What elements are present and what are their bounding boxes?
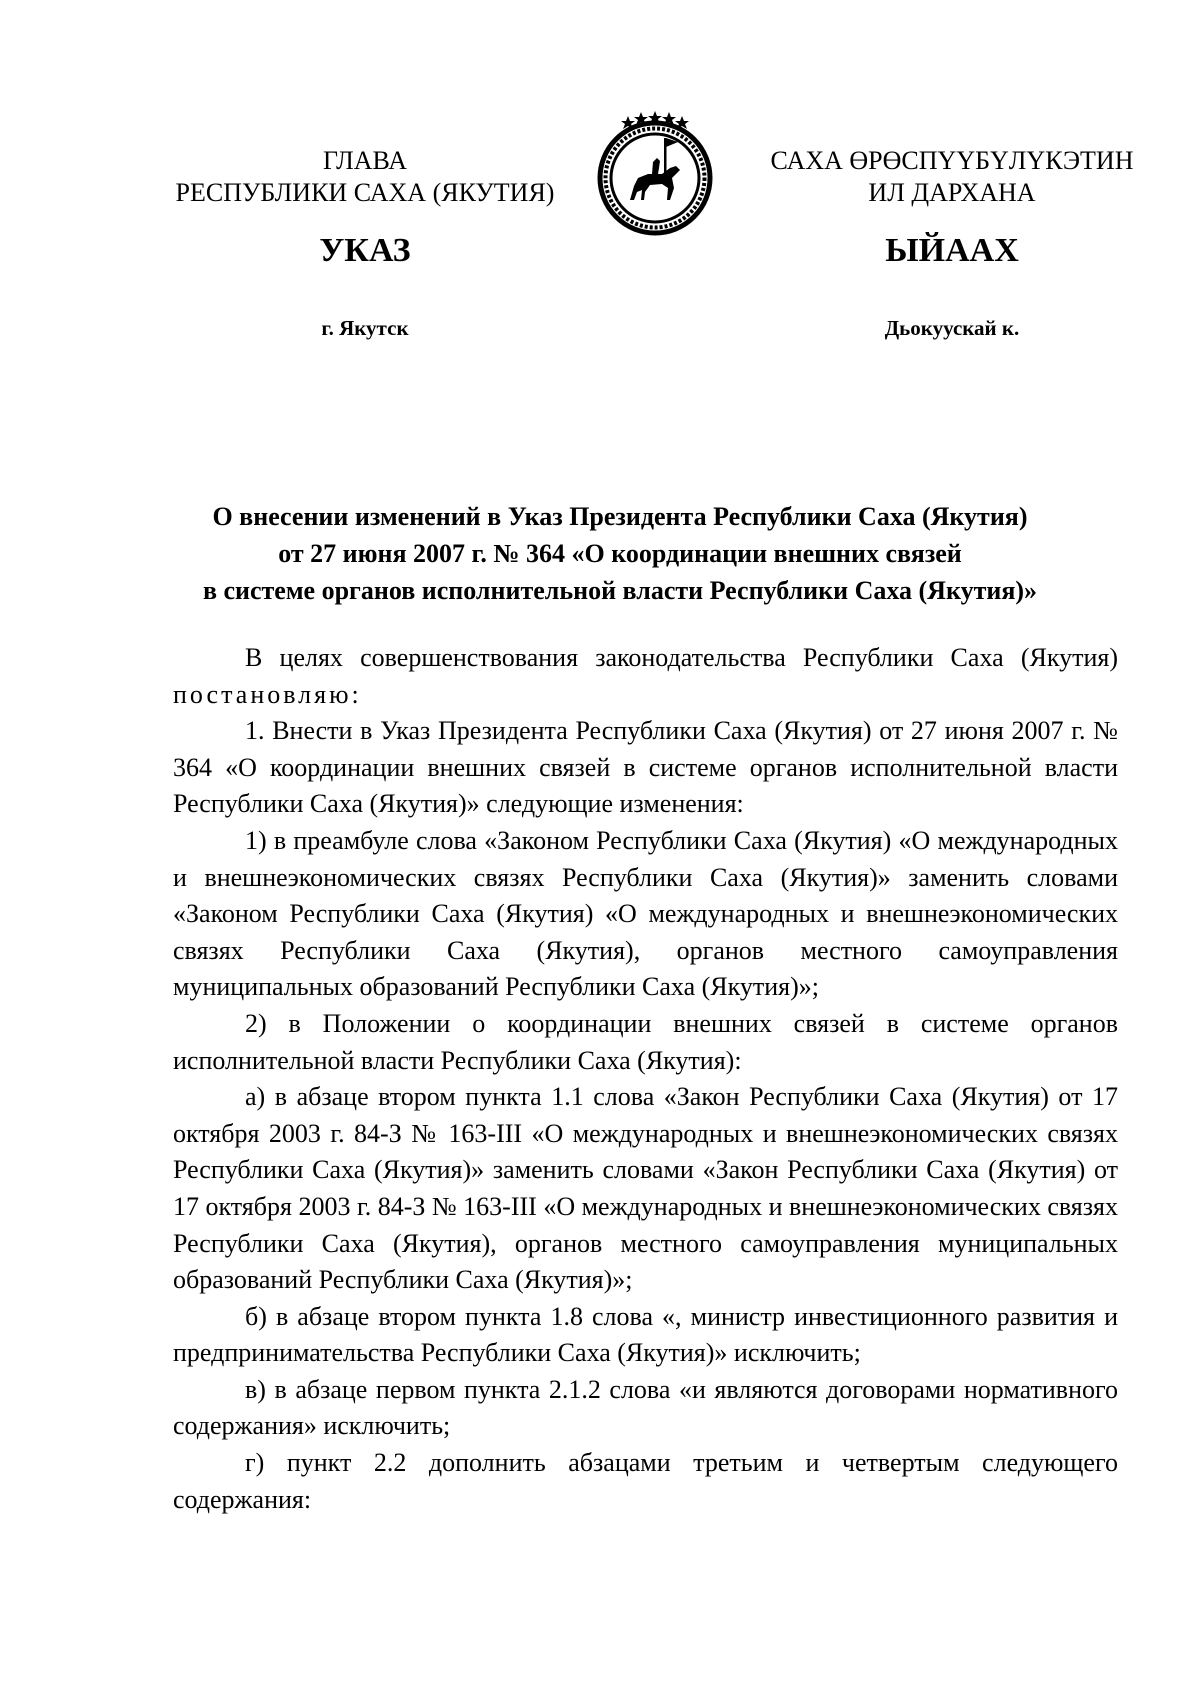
paragraph-1: 1. Внести в Указ Президента Республики Саха (Якутия) от 27 июня 2007 г. № 364 «О координации внешних связей в системе органов исполнительной власти Республики Саха (Якутия)» следующие изменения: <box>173 716 1118 819</box>
doc-type-sakha: ЫЙААХ <box>885 232 1019 269</box>
paragraph-1-1: 1) в преамбуле слова «Законом Республики Саха (Якутия) «О международных и внешнеэкономических связях Республики Саха (Якутия)» заменить словами «Законом Республики Саха (Якутия) «О международных и внешнеэкономических связях Республики Саха (Якутия), органов местного самоуправления муниципальных образований Республики Саха (Якутия)»; <box>173 825 1118 1002</box>
document-title <box>120 498 1120 609</box>
header-left <box>150 145 580 209</box>
decree-word: постановляю <box>173 679 352 709</box>
title-line1: О внесении изменений в Указ Президента Республики Саха (Якутия) <box>212 502 1028 531</box>
preamble-end: : <box>351 679 359 709</box>
header-left-line2: РЕСПУБЛИКИ САХА (ЯКУТИЯ) <box>175 178 555 207</box>
preamble-text: В целях совершенствования законодательства Республики Саха (Якутия) <box>245 643 1118 672</box>
city-ru: г. Якутск <box>321 316 409 340</box>
paragraph-a: а) в абзаце втором пункта 1.1 слова «Закон Республики Саха (Якутия) от 17 октября 2003 г. 84-З № 163-III «О международных и внешнеэкономических связях Республики Саха (Якутия)» заменить словами «Закон Республики Саха (Якутия) от 17 октября 2003 г. 84-З № 163-III «О международных и внешнеэкономических связях Республики Саха (Якутия), органов местного самоуправления муниципальных образований Республики Саха (Якутия)»; <box>173 1082 1118 1295</box>
document-body <box>173 640 1118 1518</box>
paragraph-1-2: 2) в Положении о координации внешних связей в системе органов исполнительной власти Республики Саха (Якутия): <box>173 1008 1118 1075</box>
paragraph-b: б) в абзаце втором пункта 1.8 слова «, министр инвестиционного развития и предпринимательства Республики Саха (Якутия)» исключить; <box>173 1301 1118 1368</box>
preamble-paragraph <box>173 640 1118 713</box>
paragraph-g: г) пункт 2.2 дополнить абзацами третьим и четвертым следующего содержания: <box>173 1448 1118 1514</box>
title-line3: в системе органов исполнительной власти Республики Саха (Якутия)» <box>202 576 1038 605</box>
header-right-line2: ИЛ ДАРХАНА <box>868 178 1036 207</box>
paragraph-v: в) в абзаце первом пункта 2.1.2 слова «и являются договорами нормативного содержания» исключить; <box>173 1374 1118 1441</box>
header-left-line1: ГЛАВА <box>323 146 407 175</box>
header-right-line1: САХА ӨРӨСПҮҮБҮЛҮКЭТИН <box>770 146 1134 175</box>
doc-type-ru: УКАЗ <box>319 232 411 269</box>
header-right <box>752 145 1152 209</box>
title-line2: от 27 июня 2007 г. № 364 «О координации внешних связей <box>278 539 962 568</box>
city-sakha: Дьокуускай к. <box>884 316 1020 340</box>
republic-emblem-icon <box>590 108 720 238</box>
